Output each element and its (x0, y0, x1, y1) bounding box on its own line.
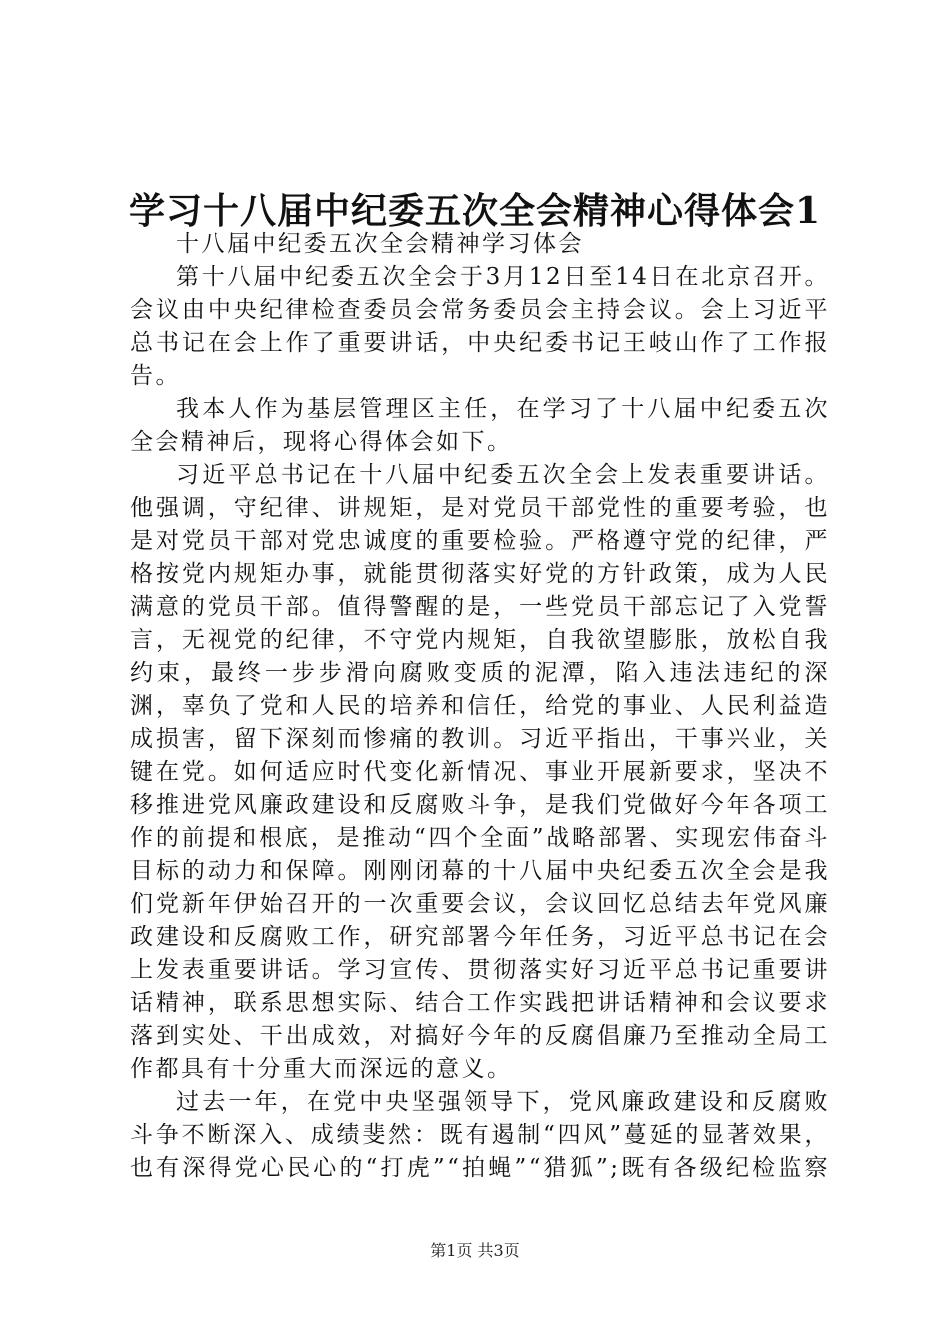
page-number-footer: 第1页 共3页 (430, 1241, 520, 1260)
paragraph-past-year: 过去一年，在党中央坚强领导下，党风廉政建设和反腐败斗争不断深入、成绩斐然：既有遏制“四风”蔓延的显著效果，也有深得党心民心的“打虎”“拍蝇”“猎狐”;既有各级纪检监察 (130, 1089, 830, 1181)
paragraph-meeting-info: 第十八届中纪委五次全会于3月12日至14日在北京召开。会议由中央纪律检查委员会常务委员会主持会议。会上习近平总书记在会上作了重要讲话，中央纪委书记王岐山作了工作报告。 (130, 264, 830, 389)
paragraph-speech-summary: 习近平总书记在十八届中纪委五次全会上发表重要讲话。他强调，守纪律、讲规矩，是对党员干部党性的重要考验，也是对党员干部对党忠诚度的重要检验。严格遵守党的纪律，严格按党内规矩办事，就能贯彻落实好党的方针政策，成为人民满意的党员干部。值得警醒的是，一些党员干部忘记了入党誓言，无视党的纪律，不守党内规矩，自我欲望膨胀，放松自我约束，最终一步步滑向腐败变质的泥潭，陷入违法违纪的深渊，辜负了党和人民的培养和信任，给党的事业、人民利益造成损害，留下深刻而惨痛的教训。习近平指出，干事兴业，关键在党。如何适应时代变化新情况、事业开展新要求，坚决不移推进党风廉政建设和反腐败斗争，是我们党做好今年各项工作的前提和根底，是推动“四个全面”战略部署、实现宏伟奋斗目标的动力和保障。刚刚闭幕的十八届中央纪委五次全会是我们党新年伊始召开的一次重要会议，会议回忆总结去年党风廉政建设和反腐败工作，研究部署今年任务，习近平总书记在会上发表重要讲话。学习宣传、贯彻落实好习近平总书记重要讲话精神，联系思想实际、结合工作实践把讲话精神和会议要求落到实处、干出成效，对搞好今年的反腐倡廉乃至推动全局工作都具有十分重大而深远的意义。 (130, 462, 830, 1082)
paragraph-subtitle: 十八届中纪委五次全会精神学习体会 (176, 231, 584, 257)
paragraph-intro: 我本人作为基层管理区主任，在学习了十八届中纪委五次全会精神后，现将心得体会如下。 (130, 396, 830, 455)
document-body (130, 228, 830, 1188)
document-title: 学习十八届中纪委五次全会精神心得体会1 (128, 190, 822, 233)
